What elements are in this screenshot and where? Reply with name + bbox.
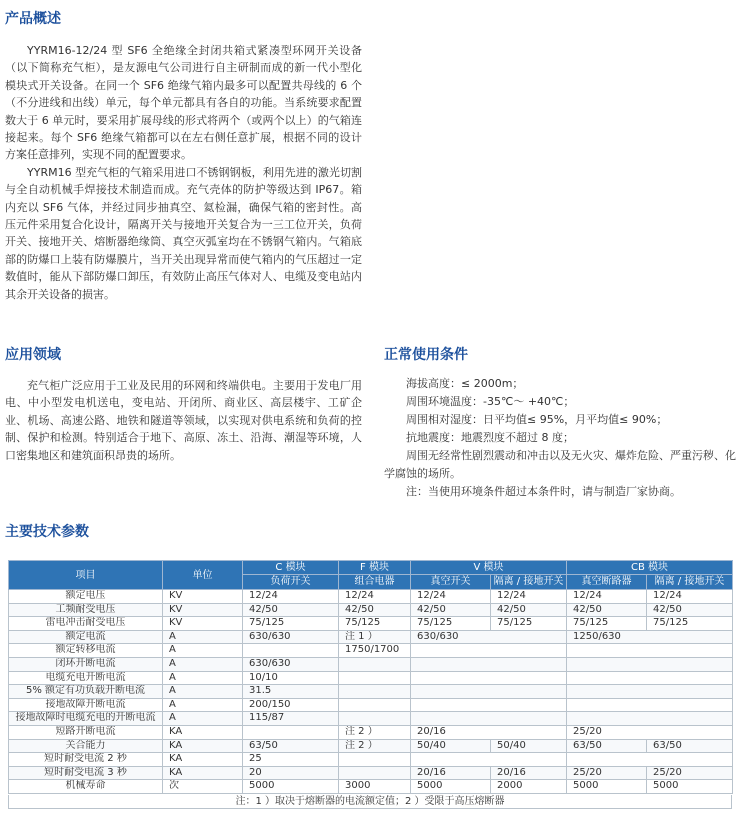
- cell-c: 20: [243, 766, 339, 780]
- cell-cb2: 25/20: [647, 766, 733, 780]
- cell-cb: 1250/630: [567, 630, 733, 644]
- cell-name: 闭环开断电流: [9, 657, 163, 671]
- condition-environment: 周围无经常性剧烈震动和冲击以及无火灾、爆炸危险、严重污秽、化学腐蚀的场所。: [384, 449, 736, 480]
- cell-f: [339, 712, 411, 726]
- cell-unit: KA: [163, 753, 243, 767]
- cell-cb1: 42/50: [567, 603, 647, 617]
- cell-v2: 75/125: [491, 617, 567, 631]
- cell-name: 工频耐受电压: [9, 603, 163, 617]
- conditions-list: [384, 375, 736, 501]
- cell-unit: KA: [163, 725, 243, 739]
- table-row: [9, 644, 733, 658]
- cell-cb: [567, 685, 733, 699]
- cell-name: 机械寿命: [9, 780, 163, 794]
- cell-v1: 12/24: [411, 590, 491, 604]
- cell-v2: 2000: [491, 780, 567, 794]
- table-row: [9, 630, 733, 644]
- cell-v2: 42/50: [491, 603, 567, 617]
- cell-f: 75/125: [339, 617, 411, 631]
- table-row: [9, 685, 733, 699]
- cell-v: [411, 712, 567, 726]
- cell-f: [339, 698, 411, 712]
- cell-v1: 42/50: [411, 603, 491, 617]
- cell-f: 注 1 ）: [339, 630, 411, 644]
- spec-note: 注：1 ）取决于熔断器的电流额定值；2 ）受限于高压熔断器: [8, 795, 732, 809]
- table-row: [9, 671, 733, 685]
- cell-cb1: 75/125: [567, 617, 647, 631]
- cell-v1: 5000: [411, 780, 491, 794]
- cell-unit: A: [163, 644, 243, 658]
- cell-unit: KV: [163, 590, 243, 604]
- cell-v2: 12/24: [491, 590, 567, 604]
- header-v-module: V 模块: [411, 561, 567, 575]
- condition-note: 注：当使用环境条件超过本条件时，请与制造厂家协商。: [406, 485, 681, 498]
- application-heading: 应用领域: [5, 347, 61, 363]
- cell-cb1: 63/50: [567, 739, 647, 753]
- condition-temperature: 周围环境温度：-35℃～ +40℃；: [406, 395, 575, 408]
- cell-name: 短路开断电流: [9, 725, 163, 739]
- cell-c: [243, 644, 339, 658]
- cell-v: [411, 657, 567, 671]
- cell-v: [411, 753, 567, 767]
- cell-f: [339, 671, 411, 685]
- cell-name: 5% 额定有功负载开断电流: [9, 685, 163, 699]
- cell-cb1: 12/24: [567, 590, 647, 604]
- cell-cb: [567, 644, 733, 658]
- cell-cb: [567, 698, 733, 712]
- cell-v: [411, 698, 567, 712]
- cell-name: 接地故障开断电流: [9, 698, 163, 712]
- cell-unit: KA: [163, 766, 243, 780]
- cell-name: 雷电冲击耐受电压: [9, 617, 163, 631]
- table-row: [9, 753, 733, 767]
- spec-heading: 主要技术参数: [5, 524, 89, 540]
- condition-humidity: 周围相对湿度：日平均值≤ 95%，月平均值≤ 90%；: [406, 413, 668, 426]
- cell-v1: 50/40: [411, 739, 491, 753]
- cell-v: [411, 671, 567, 685]
- overview-text: [5, 42, 362, 303]
- cell-v: [411, 644, 567, 658]
- cell-f: [339, 753, 411, 767]
- application-text: 充气柜广泛应用于工业及民用的环网和终端供电。主要用于发电厂用电、中小型发电机送电，变电站、开闭所、商业区、高层楼宇、工矿企业、机场、高速公路、地铁和隧道等领域，以实现对供电系统和负荷的控制、保护和检测。特别适合于地下、高原、冻土、沿海、潮湿等环境，人口密集地区和建筑面积昂贵的场所。: [5, 379, 362, 462]
- header-cb-module: CB 模块: [567, 561, 733, 575]
- cell-cb2: 63/50: [647, 739, 733, 753]
- cell-c: 63/50: [243, 739, 339, 753]
- cell-name: 接地故障时电缆充电的开断电流: [9, 712, 163, 726]
- cell-unit: KV: [163, 603, 243, 617]
- cell-c: 630/630: [243, 630, 339, 644]
- header-v-sub-2: 隔离 / 接地开关: [491, 575, 567, 590]
- header-unit: 单位: [163, 561, 243, 590]
- cell-c: 200/150: [243, 698, 339, 712]
- cell-f: 12/24: [339, 590, 411, 604]
- cell-c: 42/50: [243, 603, 339, 617]
- cell-cb: 25/20: [567, 725, 733, 739]
- cell-v: [411, 685, 567, 699]
- cell-v: 630/630: [411, 630, 567, 644]
- cell-cb: [567, 712, 733, 726]
- table-row: [9, 712, 733, 726]
- header-v-sub-1: 真空开关: [411, 575, 491, 590]
- cell-f: 42/50: [339, 603, 411, 617]
- cell-name: 关合能力: [9, 739, 163, 753]
- cell-f: 1750/1700: [339, 644, 411, 658]
- header-f-sub: 组合电器: [339, 575, 411, 590]
- cell-c: 630/630: [243, 657, 339, 671]
- overview-paragraph-2: YYRM16 型充气柜的气箱采用进口不锈钢钢板，利用先进的激光切割与全自动机械手焊接技术制造而成。充气壳体的防护等级达到 IP67。箱内充以 SF6 气体，并经过同步抽真空、氦检漏，确保气箱的密封性。高压元件采用复合化设计，隔离开关与接地开关复合为一三工位开关，负荷开关、接地开关、熔断器绝缘筒、真空灭弧室均在不锈钢气箱内。气箱底部的防爆口上装有防爆膜片，当开关出现异常而使气箱内的气压超过一定数值时，能从下部防爆口卸压，有效防止高压气体对人、电缆及变电站内其余开关设备的损害。: [5, 165, 362, 301]
- header-cb-sub-1: 真空断路器: [567, 575, 647, 590]
- table-row: [9, 590, 733, 604]
- cell-cb: [567, 671, 733, 685]
- cell-unit: A: [163, 685, 243, 699]
- cell-cb1: 25/20: [567, 766, 647, 780]
- cell-name: 短时耐受电流 2 秒: [9, 753, 163, 767]
- cell-cb1: 5000: [567, 780, 647, 794]
- cell-unit: A: [163, 698, 243, 712]
- header-cb-sub-2: 隔离 / 接地开关: [647, 575, 733, 590]
- cell-unit: A: [163, 712, 243, 726]
- cell-cb: [567, 657, 733, 671]
- cell-f: [339, 657, 411, 671]
- table-row: [9, 657, 733, 671]
- table-row: [9, 725, 733, 739]
- cell-f: [339, 685, 411, 699]
- cell-name: 额定电压: [9, 590, 163, 604]
- table-row: [9, 780, 733, 794]
- header-f-module: F 模块: [339, 561, 411, 575]
- cell-cb: [567, 753, 733, 767]
- cell-v1: 20/16: [411, 766, 491, 780]
- cell-f: 注 2 ）: [339, 725, 411, 739]
- spec-table: [8, 560, 733, 794]
- cell-c: [243, 725, 339, 739]
- spec-table-body: [9, 590, 733, 794]
- header-c-sub: 负荷开关: [243, 575, 339, 590]
- cell-cb2: 5000: [647, 780, 733, 794]
- cell-name: 额定转移电流: [9, 644, 163, 658]
- cell-c: 115/87: [243, 712, 339, 726]
- condition-altitude: 海拔高度：≤ 2000m；: [406, 377, 524, 390]
- cell-f: [339, 766, 411, 780]
- cell-unit: A: [163, 657, 243, 671]
- cell-name: 额定电流: [9, 630, 163, 644]
- cell-unit: 次: [163, 780, 243, 794]
- cell-cb2: 75/125: [647, 617, 733, 631]
- overview-paragraph-1: YYRM16-12/24 型 SF6 全绝缘全封闭共箱式紧凑型环网开关设备（以下简称充气柜），是友源电气公司进行自主研制而成的新一代小型化模块式开关设备。在同一个 SF6 绝缘气箱内最多可以配置共母线的 6 个（不分进线和出线）单元，每个单元都具有各自的功能。当系统要求配置数大于 6 单元时，要采用扩展母线的形式将两个（或两个以上）的气箱连接起来。每个 SF6 绝缘气箱都可以在左右侧任意扩展，根据不同的设计方案任意排列，实现不同的配置要求。: [5, 44, 362, 162]
- condition-seismic: 抗地震度：地震烈度不超过 8 度；: [406, 431, 574, 444]
- cell-unit: A: [163, 671, 243, 685]
- cell-c: 12/24: [243, 590, 339, 604]
- table-row: [9, 603, 733, 617]
- cell-v2: 50/40: [491, 739, 567, 753]
- cell-c: 25: [243, 753, 339, 767]
- cell-unit: KA: [163, 739, 243, 753]
- cell-cb2: 12/24: [647, 590, 733, 604]
- cell-c: 10/10: [243, 671, 339, 685]
- cell-v2: 20/16: [491, 766, 567, 780]
- conditions-heading: 正常使用条件: [384, 347, 468, 363]
- table-row: [9, 617, 733, 631]
- cell-f: 注 2 ）: [339, 739, 411, 753]
- header-item: 项目: [9, 561, 163, 590]
- cell-name: 短时耐受电流 3 秒: [9, 766, 163, 780]
- table-row: [9, 739, 733, 753]
- cell-unit: A: [163, 630, 243, 644]
- cell-f: 3000: [339, 780, 411, 794]
- cell-c: 5000: [243, 780, 339, 794]
- table-row: [9, 698, 733, 712]
- cell-unit: KV: [163, 617, 243, 631]
- cell-name: 电缆充电开断电流: [9, 671, 163, 685]
- cell-c: 31.5: [243, 685, 339, 699]
- cell-cb2: 42/50: [647, 603, 733, 617]
- overview-heading: 产品概述: [5, 11, 61, 27]
- table-row: [9, 766, 733, 780]
- cell-v1: 75/125: [411, 617, 491, 631]
- cell-c: 75/125: [243, 617, 339, 631]
- header-c-module: C 模块: [243, 561, 339, 575]
- cell-v: 20/16: [411, 725, 567, 739]
